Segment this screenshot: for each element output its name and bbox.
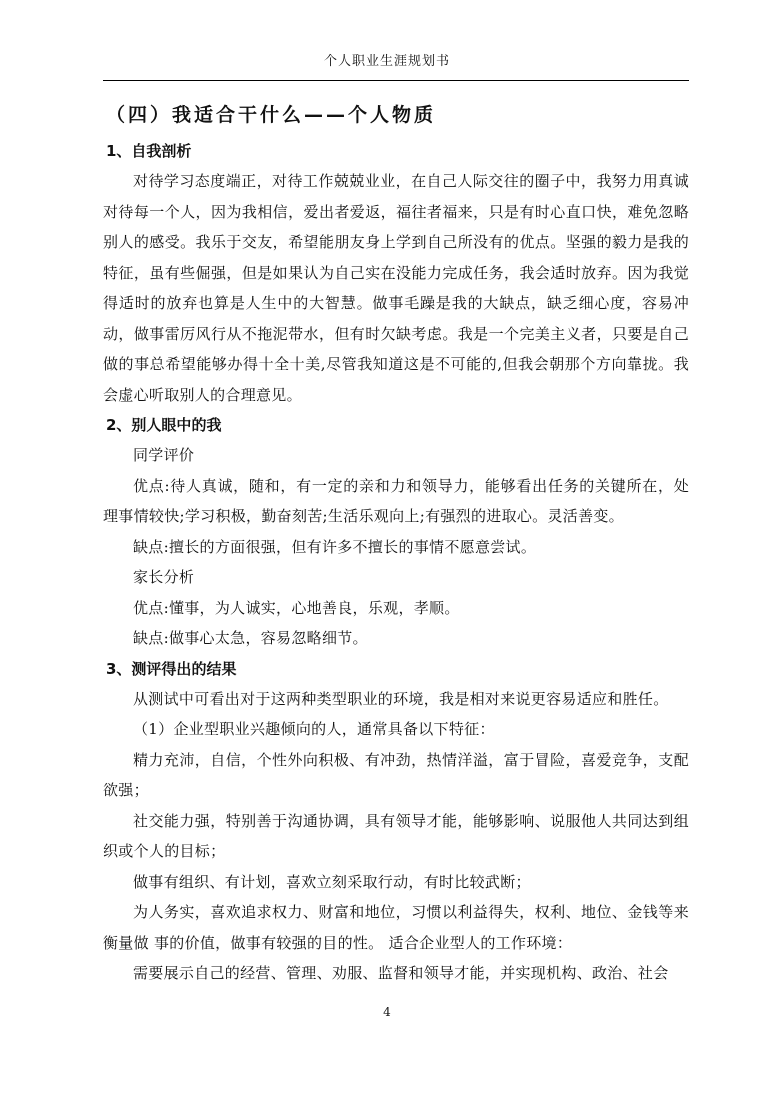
page-number: 4 (383, 1005, 391, 1019)
paragraph-trait-organized: 做事有组织、有计划，喜欢立刻采取行动，有时比较武断； (133, 872, 531, 891)
paragraph-trait-pragmatic: 为人务实，喜欢追求权力、财富和地位，习惯以利益得失，权利、地位、金钱等来衡量做 事的价值，做事有较强的目的性。 适合企业型人的工作环境： (103, 903, 689, 952)
label-classmate-review: 同学评价 (133, 446, 195, 464)
paragraph-parent-cons: 缺点:做事心太急，容易忽略细节。 (133, 629, 368, 647)
paragraph-classmate-cons: 缺点:擅长的方面很强，但有许多不擅长的事情不愿意尝试。 (133, 537, 537, 556)
paragraph-trait-social: 社交能力强，特别善于沟通协调，具有领导才能，能够影响、说服他人共同达到组织或个人的目标； (103, 811, 689, 860)
paragraph-classmate-pros: 优点:待人真诚，随和，有一定的亲和力和领导力，能够看出任务的关键所在，处理事情较快;学习积极，勤奋刻苦;生活乐观向上;有强烈的进取心。灵活善变。 (103, 476, 689, 525)
paragraph-parent-pros: 优点:懂事，为人诚实，心地善良，乐观，孝顺。 (133, 598, 460, 617)
paragraph-work-environment: 需要展示自己的经营、管理、劝服、监督和领导才能，并实现机构、政治、社会 (133, 964, 669, 982)
page-body (103, 96, 689, 989)
heading-others-view: 2、别人眼中的我 (106, 416, 222, 434)
heading-test-results: 3、测评得出的结果 (106, 659, 237, 678)
running-header: 个人职业生涯规划书 (323, 54, 450, 69)
paragraph-test-intro: 从测试中可看出对于这两种类型职业的环境，我是相对来说更容易适应和胜任。 (133, 689, 669, 708)
section-title: （四）我适合干什么——个人物质 (106, 104, 437, 126)
header-rule (103, 80, 689, 81)
label-parent-review: 家长分析 (133, 568, 195, 586)
heading-self-analysis: 1、自我剖析 (106, 142, 192, 160)
paragraph-enterprise-type: （1）企业型职业兴趣倾向的人，通常具备以下特征： (133, 720, 495, 738)
paragraph-trait-energy: 精力充沛，自信，个性外向积极、有冲劲，热情洋溢，富于冒险，喜爱竞争，支配欲强； (103, 750, 689, 799)
paragraph-self-analysis: 对待学习态度端正，对待工作兢兢业业，在自己人际交往的圈子中，我努力用真诚对待每一个人，因为我相信，爱出者爱返，福往者福来，只是有时心直口快，难免忽略别人的感受。我乐于交友，希望能朋友身上学到自己所没有的优点。坚强的毅力是我的特征，虽有些倔强，但是如果认为自己实在没能力完成任务，我会适时放弃。因为我觉得适时的放弃也算是人生中的大智慧。做事毛躁是我的大缺点，缺乏细心度，容易冲动，做事雷厉风行从不拖泥带水，但有时欠缺考虑。我是一个完美主义者，只要是自己做的事总希望能够办得十全十美,尽管我知道这是不可能的,但我会朝那个方向靠拢。我会虚心听取别人的合理意见。 (103, 172, 689, 404)
